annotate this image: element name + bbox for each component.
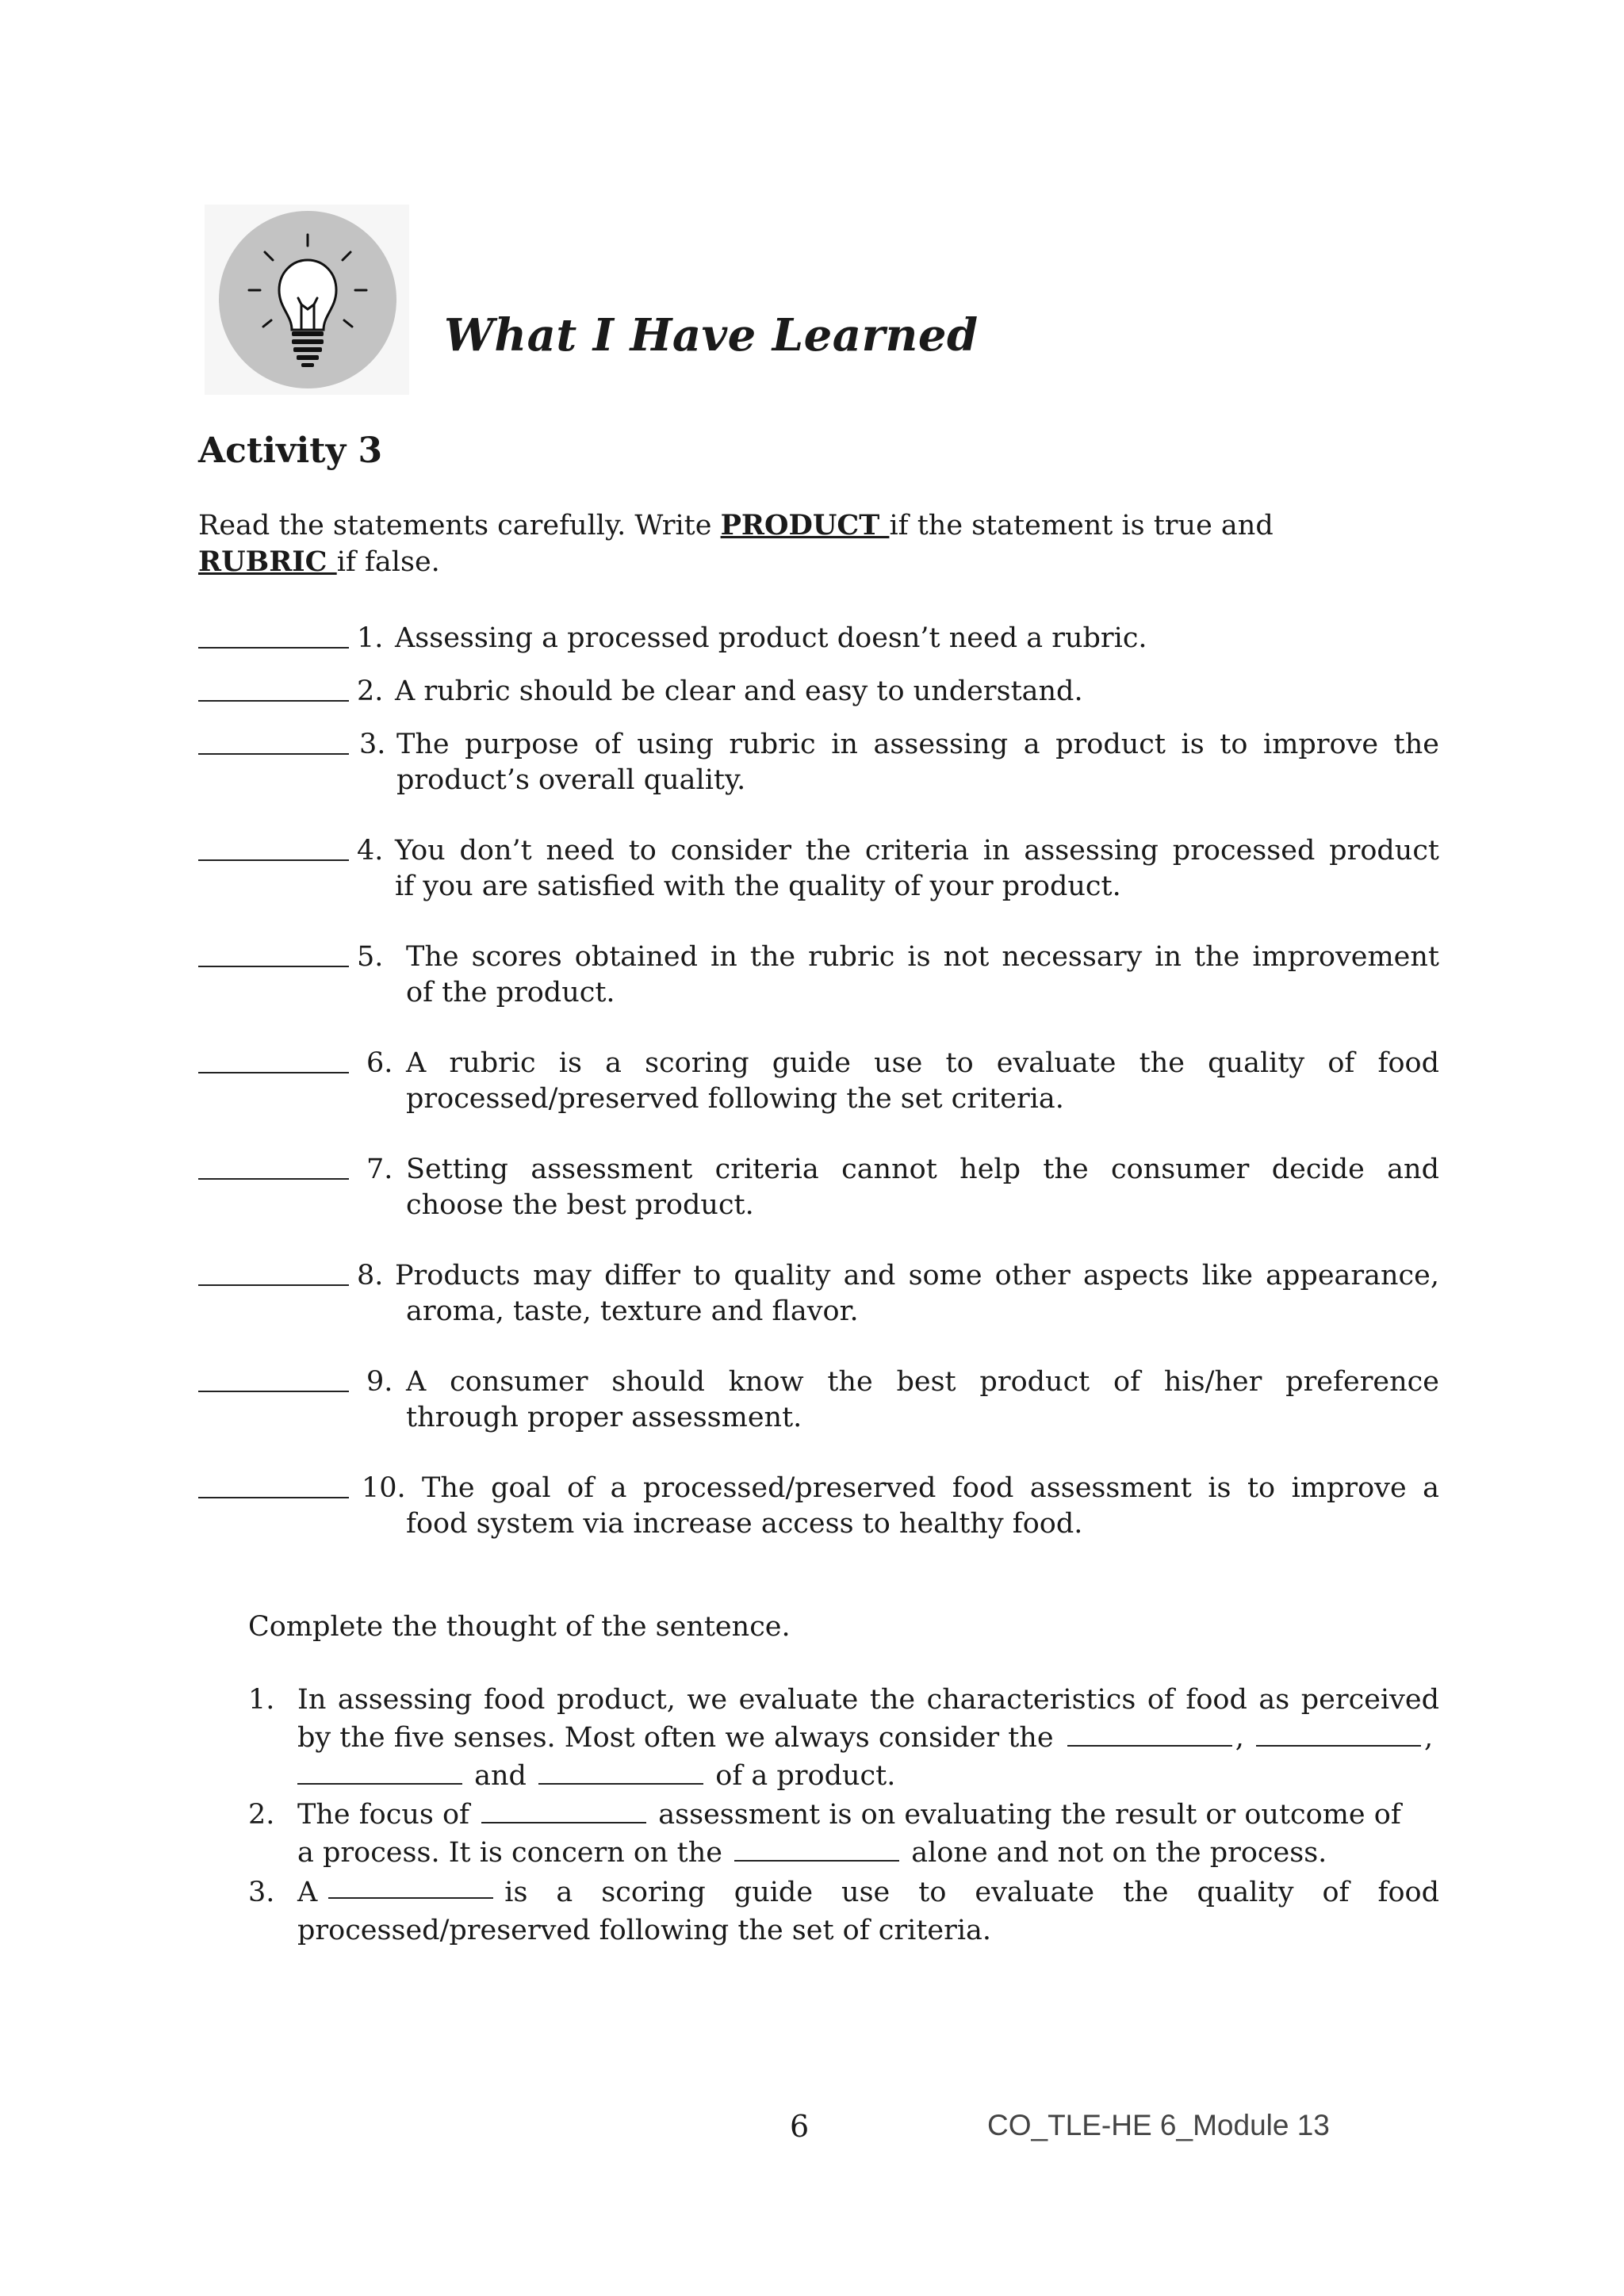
statement-item (198, 727, 1439, 798)
statement-text: The purpose of using rubric in assessing a product is to improve the (396, 729, 1439, 760)
statement-number: 3. (359, 729, 386, 760)
complete-item (248, 1681, 1439, 1800)
statement-text: The goal of a processed/preserved food assessment is to improve a (422, 1472, 1439, 1504)
statement-item (198, 833, 1439, 905)
statement-item (198, 1471, 1439, 1542)
fill-blank[interactable] (1067, 1721, 1232, 1747)
statement-number: 4. (357, 835, 384, 867)
complete-item (248, 1873, 1439, 1953)
instruction-text: if false. (336, 546, 440, 578)
complete-text: alone and not on the process. (911, 1837, 1327, 1869)
answer-blank[interactable] (198, 621, 349, 649)
fill-blank[interactable] (297, 1759, 462, 1785)
answer-blank[interactable] (198, 1364, 349, 1392)
answer-blank[interactable] (198, 674, 349, 702)
complete-text: The focus of (297, 1799, 470, 1831)
statement-number: 10. (362, 1472, 406, 1504)
answer-blank[interactable] (198, 1471, 349, 1498)
lightbulb-icon-box (205, 205, 409, 395)
complete-text: of a product. (715, 1760, 896, 1792)
statement-text: The scores obtained in the rubric is not necessary in the improvement (406, 941, 1439, 973)
page-number: 6 (790, 2109, 810, 2144)
statement-text: food system via increase access to healthy food. (406, 1508, 1083, 1540)
fill-blank[interactable] (734, 1836, 899, 1862)
fill-blank[interactable] (481, 1798, 646, 1823)
complete-text: is a scoring guide use to evaluate the quality of food (504, 1877, 1439, 1908)
complete-text: , (1423, 1722, 1434, 1754)
statement-text: A rubric should be clear and easy to understand. (395, 675, 1083, 707)
answer-blank[interactable] (198, 1152, 349, 1180)
complete-text: and (474, 1760, 527, 1792)
keyword-rubric: RUBRIC (198, 545, 337, 578)
fill-blank[interactable] (328, 1873, 493, 1899)
answer-blank[interactable] (198, 1258, 349, 1286)
statement-number: 2. (357, 675, 384, 707)
section-title: What I Have Learned (444, 309, 979, 362)
complete-item (248, 1796, 1439, 1875)
answer-blank[interactable] (198, 833, 349, 861)
statement-text: aroma, taste, texture and flavor. (406, 1295, 859, 1327)
statement-number: 7. (366, 1154, 393, 1185)
complete-text: processed/preserved following the set of criteria. (297, 1915, 992, 1946)
activity-heading: Activity 3 (198, 430, 383, 471)
statement-number: 1. (357, 622, 384, 654)
answer-blank[interactable] (198, 939, 349, 967)
statement-text: Setting assessment criteria cannot help the consumer decide and (406, 1154, 1439, 1185)
complete-item-number: 2. (248, 1799, 275, 1831)
fill-blank[interactable] (538, 1759, 703, 1785)
statement-text: of the product. (406, 977, 615, 1008)
statement-item (198, 1258, 1439, 1330)
statement-number: 6. (366, 1047, 393, 1079)
statement-number: 9. (366, 1366, 393, 1398)
complete-text: by the five senses. Most often we always consider the (297, 1722, 1054, 1754)
statement-text: Products may differ to quality and some other aspects like appearance, (395, 1260, 1439, 1292)
statement-text: A rubric is a scoring guide use to evaluate the quality of food (406, 1047, 1439, 1079)
statement-item (198, 1152, 1439, 1223)
complete-text: assessment is on evaluating the result or outcome of (658, 1799, 1401, 1831)
statement-text: A consumer should know the best product of his/her preference (406, 1366, 1439, 1398)
complete-text: a process. It is concern on the (297, 1837, 722, 1869)
instruction-text: Read the statements carefully. Write (198, 510, 721, 541)
complete-item-number: 1. (248, 1684, 275, 1716)
module-code: CO_TLE-HE 6_Module 13 (987, 2109, 1330, 2141)
instructions (198, 507, 1435, 580)
fill-blank[interactable] (1256, 1721, 1421, 1747)
instruction-text: if the statement is true and (889, 510, 1274, 541)
statement-text: choose the best product. (406, 1189, 754, 1221)
complete-text: In assessing food product, we evaluate the characteristics of food as perceived (297, 1684, 1439, 1716)
statement-item (198, 674, 1439, 710)
statement-text: product’s overall quality. (396, 764, 746, 796)
statement-item (198, 1046, 1439, 1117)
complete-text: , (1235, 1722, 1244, 1754)
complete-item-number: 3. (248, 1877, 275, 1908)
answer-blank[interactable] (198, 727, 349, 755)
statement-text: Assessing a processed product doesn’t need a rubric. (395, 622, 1147, 654)
complete-text: A (297, 1877, 318, 1908)
statement-number: 8. (357, 1260, 384, 1292)
answer-blank[interactable] (198, 1046, 349, 1073)
statement-text: through proper assessment. (406, 1402, 802, 1433)
statement-item (198, 939, 1439, 1011)
statement-item (198, 1364, 1439, 1436)
statement-text: You don’t need to consider the criteria in assessing processed product (395, 835, 1439, 867)
keyword-product: PRODUCT (720, 509, 890, 541)
lightbulb-icon (219, 211, 396, 388)
statement-text: processed/preserved following the set criteria. (406, 1083, 1064, 1115)
complete-instructions: Complete the thought of the sentence. (248, 1611, 791, 1643)
statement-item (198, 621, 1439, 656)
statement-number: 5. (357, 941, 384, 973)
statement-text: if you are satisfied with the quality of your product. (395, 871, 1121, 902)
